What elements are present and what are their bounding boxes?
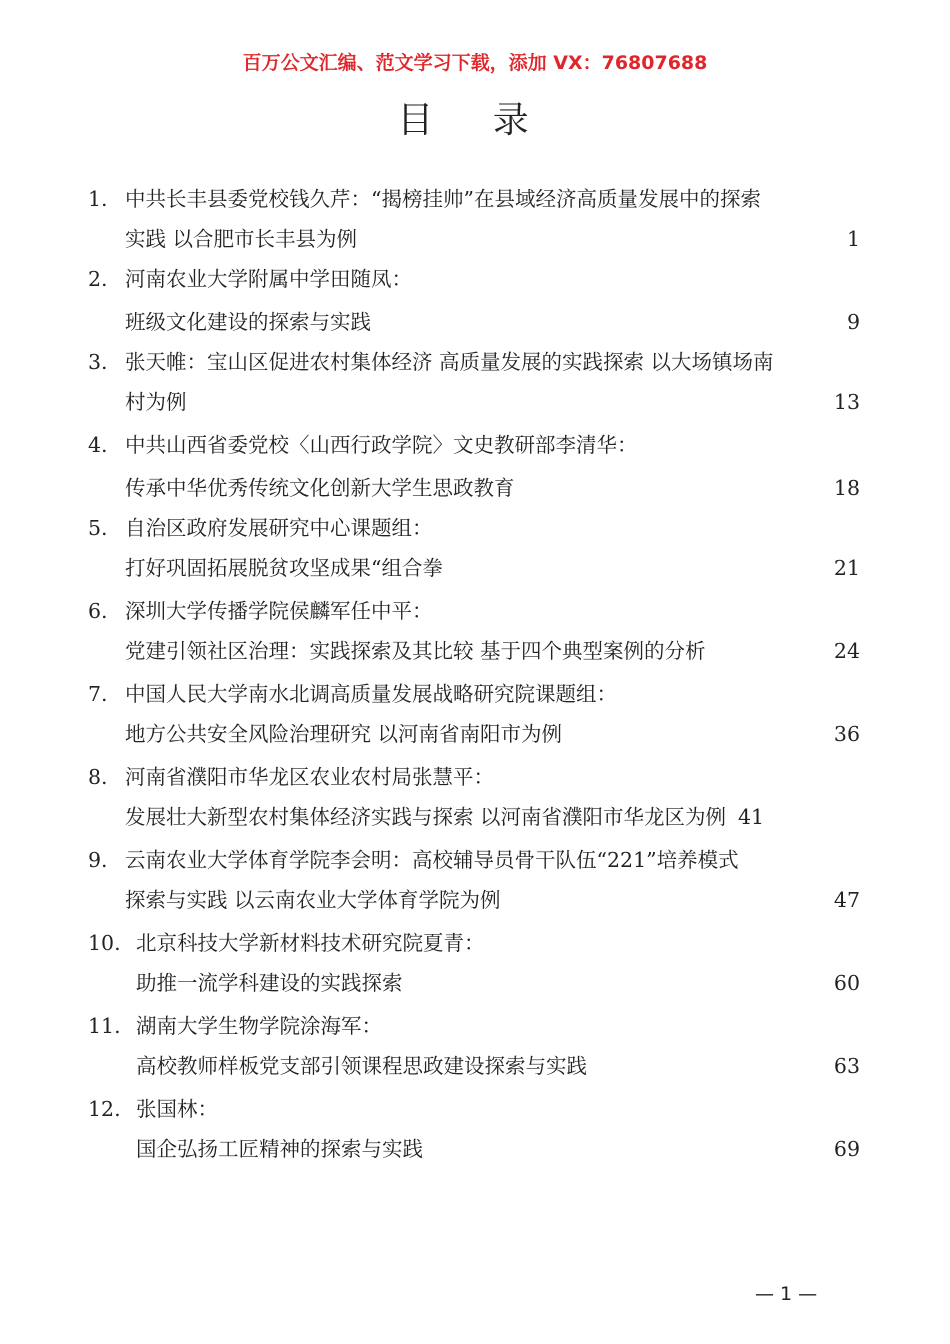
toc-entry-title: 地方公共安全风险治理研究 以河南省南阳市为例 xyxy=(125,722,563,746)
toc-entry-heading xyxy=(88,347,860,377)
toc-entry-author: 北京科技大学新材料技术研究院夏青： xyxy=(136,931,485,955)
toc-entry-title: 党建引领社区治理：实践探索及其比较 基于四个典型案例的分析 xyxy=(125,639,706,663)
toc-entry-page: 24 xyxy=(833,639,860,663)
toc-entry-title-line xyxy=(88,307,860,337)
toc-entry-page: 60 xyxy=(833,971,860,995)
toc-entry[interactable] xyxy=(88,679,860,762)
toc-entry-title-line xyxy=(88,553,860,583)
toc-entry[interactable] xyxy=(88,596,860,679)
toc-entry-page: 69 xyxy=(833,1137,860,1161)
toc-entry-author: 河南农业大学附属中学田随凤： xyxy=(125,267,412,291)
toc-entry-author: 云南农业大学体育学院李会明：高校辅导员骨干队伍“221”培养模式 xyxy=(125,848,739,872)
toc-entry[interactable] xyxy=(88,513,860,596)
toc-entry-title: 高校教师样板党支部引领课程思政建设探索与实践 xyxy=(136,1054,587,1078)
indent-spacer xyxy=(88,968,136,998)
toc-entry-number: 5. xyxy=(88,516,108,540)
toc-entry-title: 班级文化建设的探索与实践 xyxy=(125,310,371,334)
toc-entry-number: 12. xyxy=(88,1097,121,1121)
toc-entry-heading xyxy=(88,264,860,294)
toc-entry-page: 36 xyxy=(833,722,860,746)
indent-spacer xyxy=(88,387,125,417)
indent-spacer xyxy=(88,719,125,749)
toc-entry-number: 11. xyxy=(88,1014,121,1038)
toc-entry[interactable] xyxy=(88,184,860,264)
toc-entry[interactable] xyxy=(88,430,860,513)
page-title: 目 录 xyxy=(397,100,553,141)
toc-entry-title-line xyxy=(88,968,860,998)
toc-entry-author: 中共山西省委党校〈山西行政学院〉文史教研部李清华： xyxy=(125,433,638,457)
toc-entry-author: 中国人民大学南水北调高质量发展战略研究院课题组： xyxy=(125,682,617,706)
toc-entry-number: 3. xyxy=(88,350,108,374)
toc-entry[interactable] xyxy=(88,347,860,430)
toc-entry-title: 传承中华优秀传统文化创新大学生思政教育 xyxy=(125,476,515,500)
toc-entry[interactable] xyxy=(88,1094,860,1177)
toc-entry-heading xyxy=(88,513,860,543)
indent-spacer xyxy=(88,636,125,666)
toc-entry[interactable] xyxy=(88,928,860,1011)
indent-spacer xyxy=(88,1134,136,1164)
toc-entry-heading xyxy=(88,762,860,792)
toc-entry[interactable] xyxy=(88,845,860,928)
toc-entry[interactable] xyxy=(88,1011,860,1094)
toc-entry-page: 9 xyxy=(846,310,860,334)
toc-entry-author: 湖南大学生物学院涂海军： xyxy=(136,1014,382,1038)
toc-entry-heading xyxy=(88,596,860,626)
table-of-contents xyxy=(88,184,860,1177)
toc-entry-title: 发展壮大新型农村集体经济实践与探索 以河南省濮阳市华龙区为例 xyxy=(125,805,727,829)
toc-entry[interactable] xyxy=(88,762,860,845)
toc-entry-number: 4. xyxy=(88,433,108,457)
toc-entry-heading xyxy=(88,184,860,214)
indent-spacer xyxy=(88,885,125,915)
toc-entry-page: 13 xyxy=(833,390,860,414)
toc-entry-title-line xyxy=(88,636,860,666)
toc-entry-title-line xyxy=(88,719,860,749)
page-number: — 1 — xyxy=(755,1283,818,1305)
toc-entry-page: 47 xyxy=(833,888,860,912)
indent-spacer xyxy=(88,307,125,337)
toc-entry-author: 自治区政府发展研究中心课题组： xyxy=(125,516,433,540)
toc-entry-page: 1 xyxy=(846,227,860,251)
toc-entry-number: 10. xyxy=(88,931,121,955)
toc-entry-number: 2. xyxy=(88,267,108,291)
indent-spacer xyxy=(88,1051,136,1081)
watermark-banner: 百万公文汇编、范文学习下载，添加 VX：76807688 xyxy=(242,52,708,74)
toc-entry-number: 8. xyxy=(88,765,108,789)
indent-spacer xyxy=(88,224,125,254)
toc-entry-heading xyxy=(88,928,860,958)
toc-entry-title: 国企弘扬工匠精神的探索与实践 xyxy=(136,1137,423,1161)
toc-entry-title-line xyxy=(88,1134,860,1164)
toc-entry-number: 6. xyxy=(88,599,108,623)
toc-entry-title-line xyxy=(88,224,860,254)
toc-entry-title: 实践 以合肥市长丰县为例 xyxy=(125,227,358,251)
toc-entry-title-line xyxy=(88,885,860,915)
toc-entry-author: 中共长丰县委党校钱久芹：“揭榜挂帅”在县域经济高质量发展中的探索 xyxy=(125,187,761,211)
indent-spacer xyxy=(88,802,125,832)
toc-entry-number: 7. xyxy=(88,682,108,706)
toc-entry-title: 打好巩固拓展脱贫攻坚成果“组合拳 xyxy=(125,556,443,580)
toc-entry-title-line xyxy=(88,473,860,503)
toc-entry-number: 9. xyxy=(88,848,108,872)
toc-entry-heading xyxy=(88,845,860,875)
toc-entry-page: 41 xyxy=(738,805,765,829)
toc-entry-title-line xyxy=(88,1051,860,1081)
indent-spacer xyxy=(88,553,125,583)
toc-entry-heading xyxy=(88,1011,860,1041)
toc-entry-heading xyxy=(88,1094,860,1124)
toc-entry-title-line xyxy=(88,802,860,832)
toc-entry-author: 河南省濮阳市华龙区农业农村局张慧平： xyxy=(125,765,494,789)
toc-entry-author: 深圳大学传播学院侯麟军任中平： xyxy=(125,599,433,623)
toc-entry-page: 21 xyxy=(833,556,860,580)
indent-spacer xyxy=(88,473,125,503)
toc-entry-number: 1. xyxy=(88,187,108,211)
toc-entry[interactable] xyxy=(88,264,860,347)
toc-entry-heading xyxy=(88,430,860,460)
toc-entry-page: 63 xyxy=(833,1054,860,1078)
toc-entry-title: 助推一流学科建设的实践探索 xyxy=(136,971,403,995)
toc-entry-page: 18 xyxy=(833,476,860,500)
toc-entry-title: 探索与实践 以云南农业大学体育学院为例 xyxy=(125,888,501,912)
toc-entry-author: 张天帷：宝山区促进农村集体经济 高质量发展的实践探索 以大场镇场南 xyxy=(125,350,774,374)
toc-entry-author: 张国林： xyxy=(136,1097,218,1121)
toc-entry-title-line xyxy=(88,387,860,417)
toc-entry-heading xyxy=(88,679,860,709)
toc-entry-title: 村为例 xyxy=(125,390,187,414)
